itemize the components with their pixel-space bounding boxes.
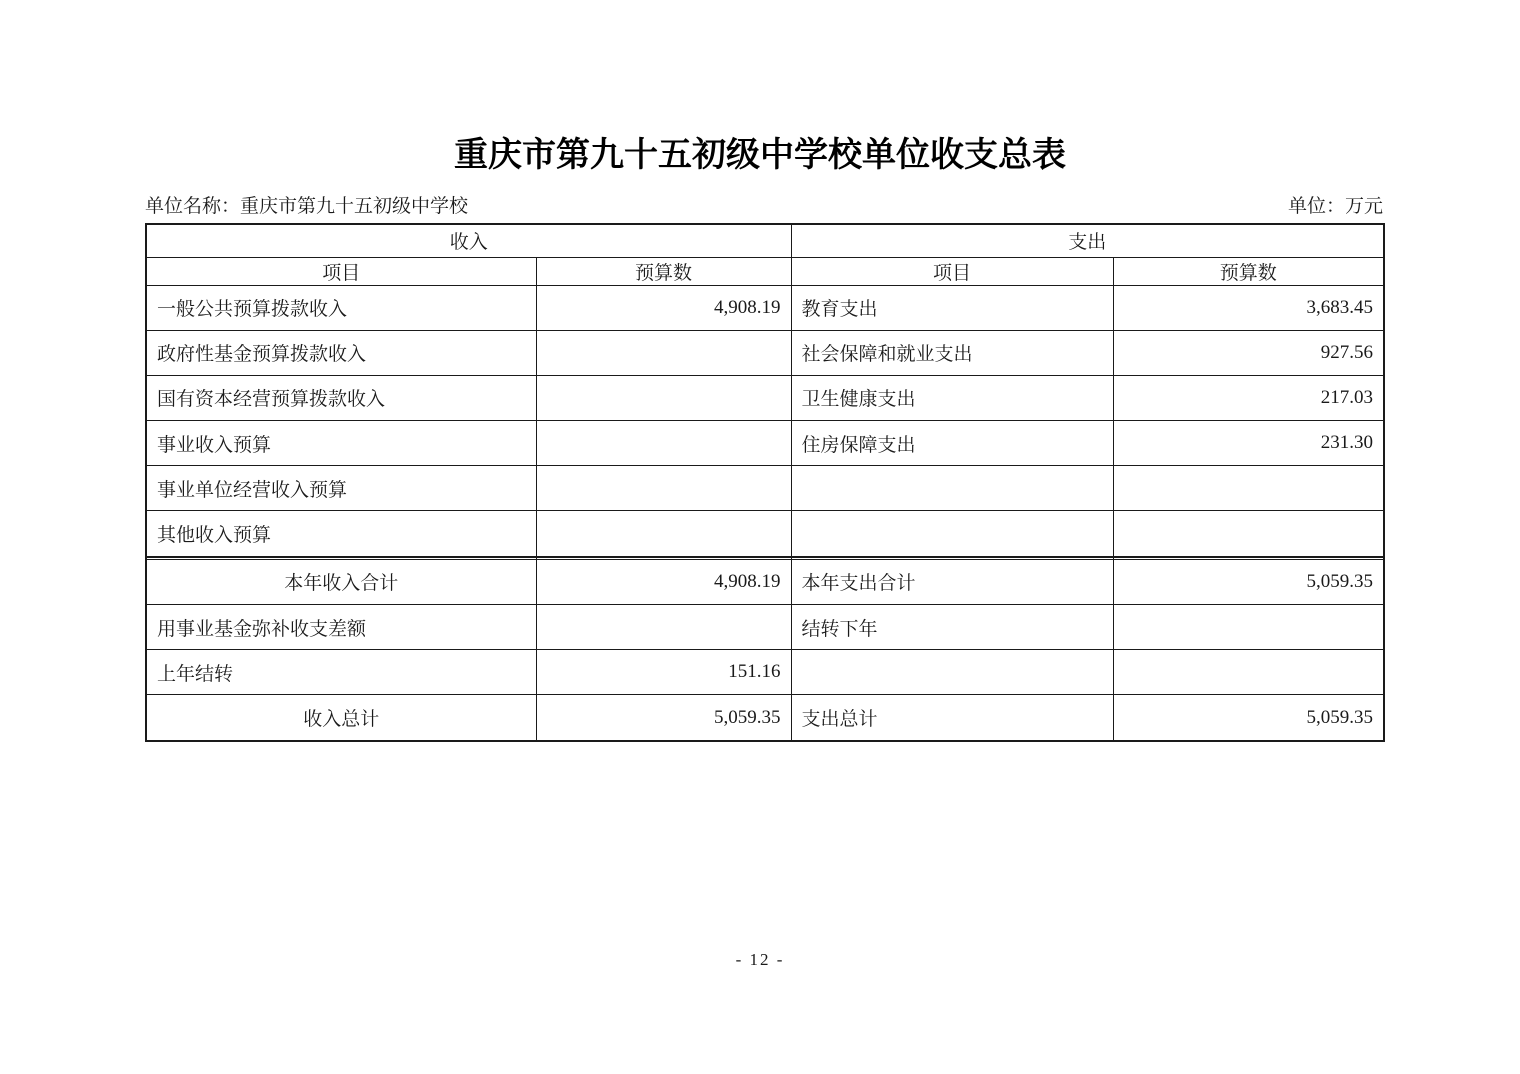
income-value-cell: 151.16 [536, 650, 791, 695]
income-item-cell: 其他收入预算 [146, 511, 536, 556]
income-item-cell: 一般公共预算拨款收入 [146, 285, 536, 330]
column-header-row [146, 257, 1384, 285]
income-item-cell: 本年收入合计 [146, 559, 536, 604]
income-item-cell: 政府性基金预算拨款收入 [146, 330, 536, 375]
expense-value-cell: 231.30 [1113, 421, 1384, 466]
expense-item-cell: 结转下年 [791, 605, 1113, 650]
expense-value-cell: 5,059.35 [1113, 559, 1384, 604]
expense-item-cell: 社会保障和就业支出 [791, 330, 1113, 375]
expense-value-cell [1113, 650, 1384, 695]
income-item-cell: 国有资本经营预算拨款收入 [146, 375, 536, 420]
table-row [146, 330, 1384, 375]
expense-item-column-header: 项目 [791, 257, 1113, 285]
income-value-cell: 4,908.19 [536, 285, 791, 330]
table-row [146, 559, 1384, 604]
income-value-cell [536, 330, 791, 375]
income-item-cell: 收入总计 [146, 695, 536, 741]
expense-value-cell: 3,683.45 [1113, 285, 1384, 330]
income-item-cell: 事业收入预算 [146, 421, 536, 466]
expense-item-cell: 住房保障支出 [791, 421, 1113, 466]
unit-name-label: 单位名称：重庆市第九十五初级中学校 [145, 196, 469, 217]
income-section-header: 收入 [146, 224, 791, 257]
expense-item-cell [791, 650, 1113, 695]
expense-item-cell [791, 466, 1113, 511]
expense-item-cell: 本年支出合计 [791, 559, 1113, 604]
table-meta-line [145, 195, 1383, 219]
table-row [146, 650, 1384, 695]
expense-section-header: 支出 [791, 224, 1384, 257]
expense-value-cell: 217.03 [1113, 375, 1384, 420]
unit-measure-label: 单位：万元 [1287, 196, 1383, 217]
income-value-cell [536, 421, 791, 466]
table-row [146, 421, 1384, 466]
table-row [146, 466, 1384, 511]
expense-item-cell: 支出总计 [791, 695, 1113, 741]
table-row [146, 695, 1384, 741]
table-row [146, 285, 1384, 330]
section-header-row [146, 224, 1384, 257]
income-value-cell [536, 466, 791, 511]
expense-value-cell: 927.56 [1113, 330, 1384, 375]
income-value-cell [536, 511, 791, 556]
income-item-cell: 用事业基金弥补收支差额 [146, 605, 536, 650]
expense-item-cell: 教育支出 [791, 285, 1113, 330]
expense-value-cell [1113, 466, 1384, 511]
income-value-cell [536, 375, 791, 420]
income-value-cell: 4,908.19 [536, 559, 791, 604]
expense-value-cell [1113, 511, 1384, 556]
expense-item-cell [791, 511, 1113, 556]
income-item-cell: 上年结转 [146, 650, 536, 695]
table-row [146, 605, 1384, 650]
table-row [146, 375, 1384, 420]
income-item-cell: 事业单位经营收入预算 [146, 466, 536, 511]
income-item-column-header: 项目 [146, 257, 536, 285]
income-budget-column-header: 预算数 [536, 257, 791, 285]
income-value-cell: 5,059.35 [536, 695, 791, 741]
expense-item-cell: 卫生健康支出 [791, 375, 1113, 420]
expense-budget-column-header: 预算数 [1113, 257, 1384, 285]
expense-value-cell [1113, 605, 1384, 650]
page-title: 重庆市第九十五初级中学校单位收支总表 [454, 136, 1066, 174]
expense-value-cell: 5,059.35 [1113, 695, 1384, 741]
page-number: - 12 - [735, 950, 785, 969]
table-row [146, 511, 1384, 556]
budget-summary-table [145, 223, 1385, 742]
income-value-cell [536, 605, 791, 650]
